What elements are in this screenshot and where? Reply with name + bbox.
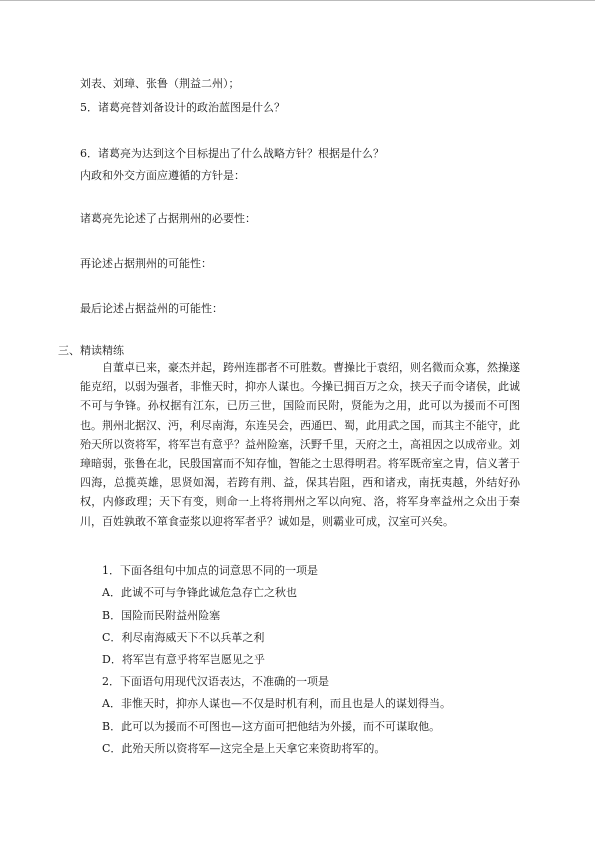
section-heading: 三、精读精练 bbox=[58, 344, 124, 357]
passage-text: 自董卓已来，豪杰并起，跨州连郡者不可胜数。曹操比于袁绍，则名微而众寡，然操遂能克绍，以弱为强者，非惟天时，抑亦人谋也。今操已拥百万之众，挟天子而令诸侯，此诚不可与争锋。孙权据有江东，已历三世，国险而民附，贤能为之用，此可以为援而不可图也。荆州北据汉、沔，利尽南海，东连吴会，西通巴、蜀，此用武之国，而其主不能守，此殆天所以资将军，将军岂有意乎？益州险塞，沃野千里，天府之土，高祖因之以成帝业。刘璋暗弱，张鲁在北，民殷国富而不知存恤，智能之士思得明君。将军既帝室之胄，信义著于四海，总揽英雄，思贤如渴，若跨有荆、益，保其岩阻，西和诸戎，南抚夷越，外结好孙权，内修政理；天下有变，则命一上将将荆州之军以向宛、洛，将军身率益州之众出于秦川，百姓孰敢不箪食壶浆以迎将军者乎？诚如是，则霸业可成，汉室可兴矣。 bbox=[80, 361, 520, 528]
prompt-line: 诸葛亮先论述了占据荆州的必要性： bbox=[80, 212, 256, 225]
answer-line: 刘表、刘璋、张鲁（荆益二州）； bbox=[80, 77, 240, 90]
prompt-line: 最后论述占据益州的可能性： bbox=[80, 302, 223, 315]
page-top-rule bbox=[0, 0, 595, 1]
question-stem: 2．下面语句用现代汉语表达，不准确的一项是 bbox=[102, 675, 329, 688]
answer-option: C．此殆天所以资将军—这完全是上天拿它来资助将军的。 bbox=[102, 742, 386, 755]
answer-option: A．此诚不可与争锋此诚危急存亡之秋也 bbox=[102, 586, 297, 599]
prompt-line: 再论述占据荆州的可能性： bbox=[80, 257, 212, 270]
answer-option: D．将军岂有意乎将军岂愿见之乎 bbox=[102, 653, 265, 666]
answer-option: C．利尽南海威天下不以兵革之利 bbox=[102, 631, 265, 644]
answer-option: B．国险而民附益州险塞 bbox=[102, 609, 221, 622]
question-6: 6．诸葛亮为达到这个目标提出了什么战略方针？根据是什么？ bbox=[80, 147, 384, 160]
prompt-line: 内政和外交方面应遵循的方针是： bbox=[80, 169, 245, 182]
answer-option: B．此可以为援而不可图也—这方面可把他结为外援，而不可谋取他。 bbox=[102, 720, 441, 733]
answer-option: A．非惟天时，抑亦人谋也—不仅是时机有利，而且也是人的谋划得当。 bbox=[102, 697, 451, 710]
question-stem: 1．下面各组句中加点的词意思不同的一项是 bbox=[102, 564, 318, 577]
question-5: 5．诸葛亮替刘备设计的政治蓝图是什么？ bbox=[80, 101, 285, 114]
